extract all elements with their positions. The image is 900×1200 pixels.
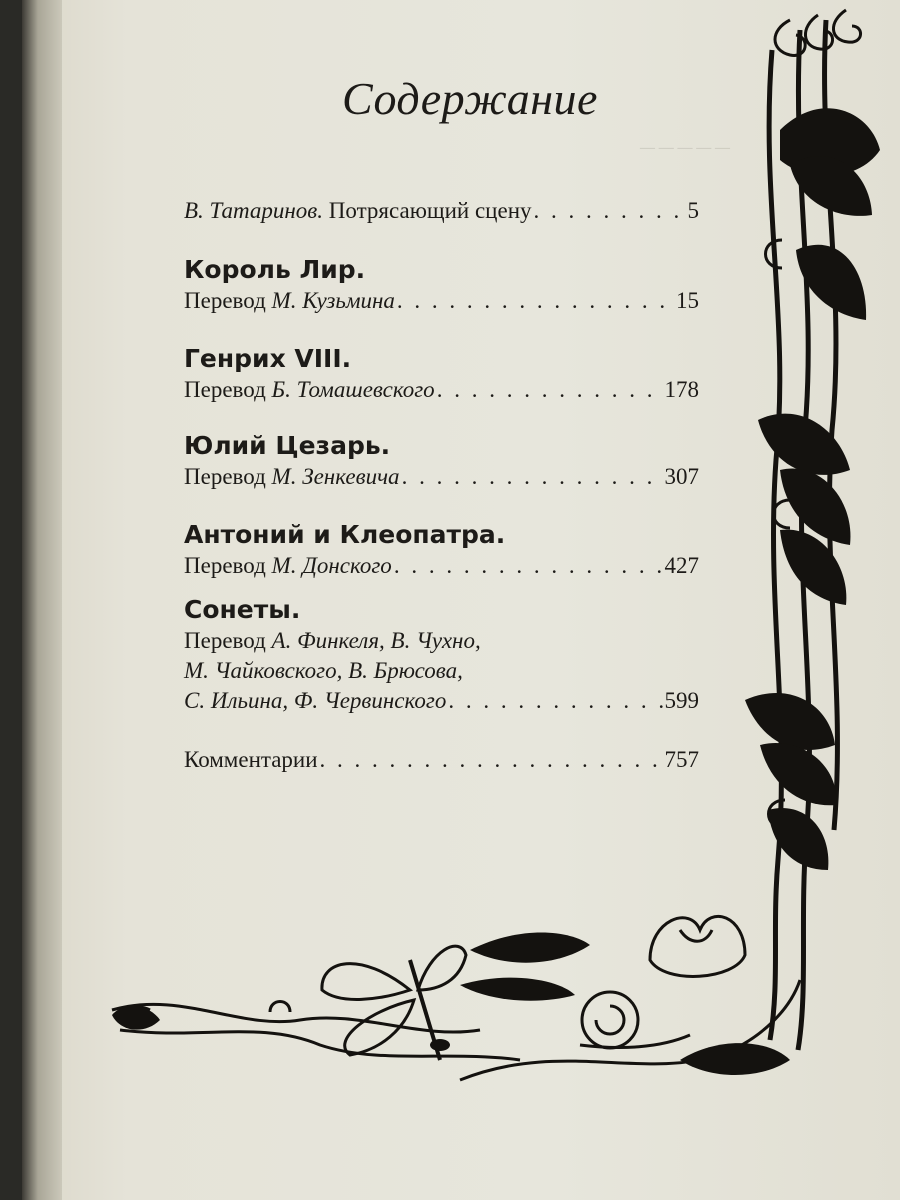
dot-leader [397,286,674,316]
page-number: 5 [687,198,699,223]
intro-author: В. Татаринов. [184,198,324,223]
toc-translator-line [184,686,699,716]
translator-names: А. Финкеля, В. Чухно, [271,628,481,653]
toc-intro-entry[interactable] [184,196,699,226]
toc-entry-king-lear[interactable] [184,254,699,316]
translator-name: М. Донского [271,553,392,578]
toc-commentary-line [184,745,699,775]
dot-leader [534,196,686,226]
translator-name: Б. Томашевского [271,377,435,402]
toc-translator-line [184,375,699,405]
section-heading: Антоний и Клеопатра. [184,520,506,549]
toc-entry-antony-cleopatra[interactable] [184,519,699,581]
toc-translator-line [184,462,699,492]
toc-translator-line [184,551,699,581]
dot-leader [402,462,663,492]
translator-names: М. Чайковского, В. Брюсова, [184,658,463,683]
translator-name: М. Кузьмина [271,288,395,313]
dot-leader [448,686,662,716]
toc-entry-commentary[interactable] [184,745,699,775]
dot-leader [394,551,663,581]
translator-label: Перевод [184,464,272,489]
toc-entry-henry-viii[interactable] [184,343,699,405]
commentary-label: Комментарии [184,747,318,772]
section-heading: Король Лир. [184,255,366,284]
page-number: 757 [664,747,699,772]
toc-entry-julius-caesar[interactable] [184,430,699,492]
translator-label: Перевод [184,377,272,402]
translator-label: Перевод [184,288,272,313]
toc-translator-line [184,656,699,686]
translator-name: М. Зенкевича [271,464,400,489]
dot-leader [437,375,663,405]
show-through-text: ― ― ― ― ― [640,140,730,156]
page-number: 307 [664,464,699,489]
intro-text: Потрясающий сцену [323,198,532,223]
toc-intro-line [184,196,699,226]
section-heading: Юлий Цезарь. [184,431,391,460]
section-heading: Сонеты. [184,595,301,624]
page-number: 427 [664,553,699,578]
page-title: Содержание [342,73,598,124]
toc-translator-line [184,626,699,656]
section-heading: Генрих VIII. [184,344,352,373]
toc-translator-line [184,286,699,316]
page-number: 15 [676,288,699,313]
page-number: 599 [664,688,699,713]
toc-entry-sonnets[interactable] [184,594,699,716]
translator-label: Перевод [184,553,272,578]
book-spine [22,0,62,1200]
page-number: 178 [664,377,699,402]
translator-label: Перевод [184,628,272,653]
translator-names: С. Ильина, Ф. Червинского [184,688,447,713]
dot-leader [320,745,663,775]
